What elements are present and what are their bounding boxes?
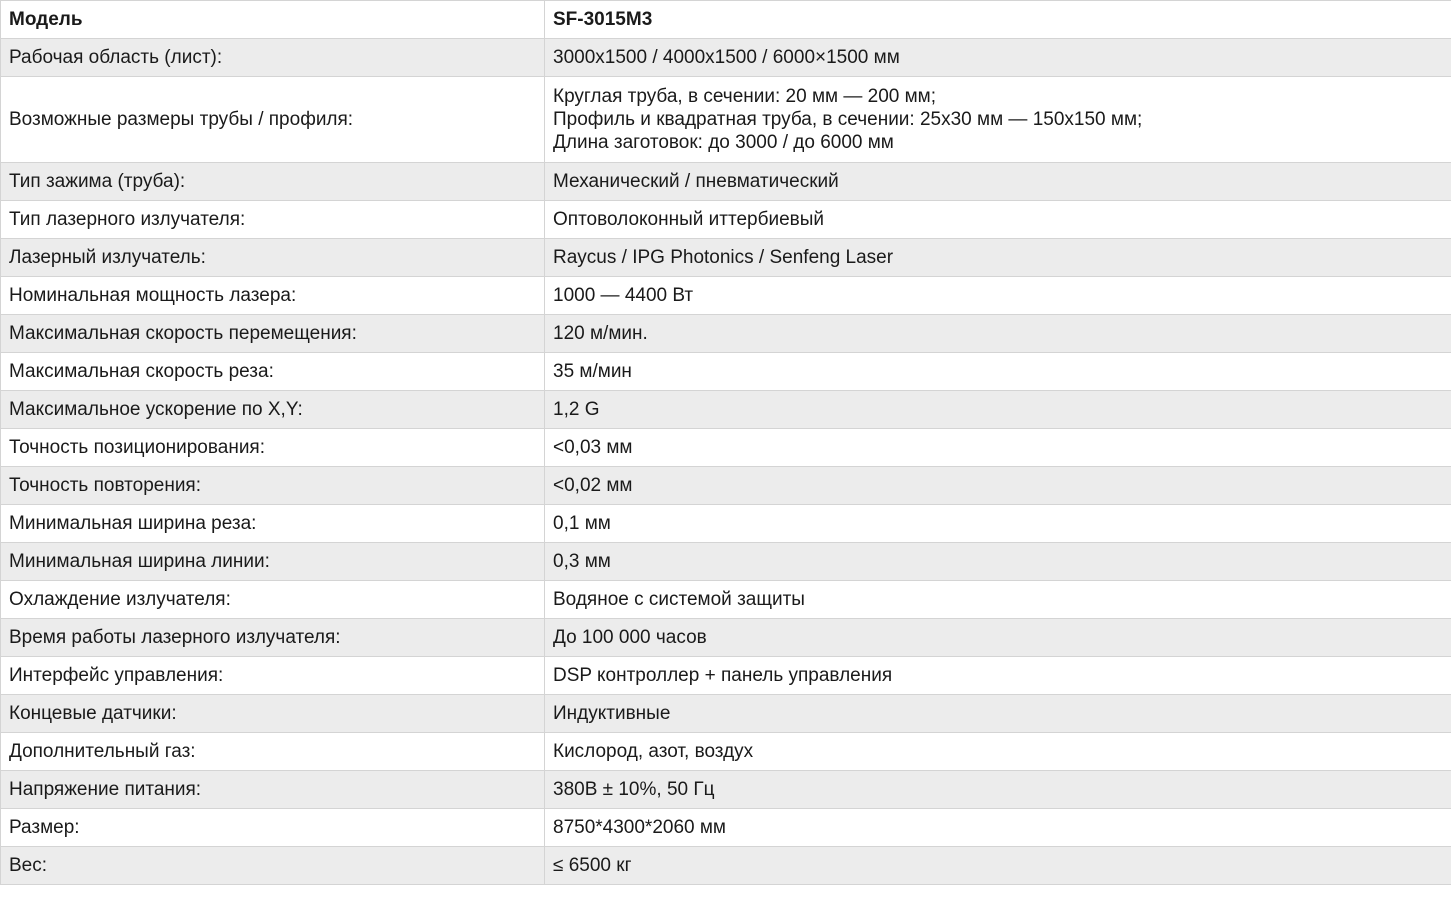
table-row (1, 771, 1451, 809)
spec-value: Кислород, азот, воздух (545, 733, 1451, 771)
table-row (1, 543, 1451, 581)
spec-value: 1000 — 4400 Вт (545, 277, 1451, 315)
table-row (1, 391, 1451, 429)
spec-value: 0,1 мм (545, 505, 1451, 543)
spec-value: 3000х1500 / 4000х1500 / 6000×1500 мм (545, 39, 1451, 77)
spec-value: Индуктивные (545, 695, 1451, 733)
spec-value: 380В ± 10%, 50 Гц (545, 771, 1451, 809)
spec-label: Точность позиционирования: (1, 429, 545, 467)
spec-label: Номинальная мощность лазера: (1, 277, 545, 315)
spec-label: Максимальная скорость реза: (1, 353, 545, 391)
table-row (1, 467, 1451, 505)
table-row (1, 39, 1451, 77)
spec-value: До 100 000 часов (545, 619, 1451, 657)
table-row (1, 201, 1451, 239)
table-row (1, 733, 1451, 771)
spec-label: Тип зажима (труба): (1, 163, 545, 201)
header-model-label: Модель (1, 1, 545, 39)
spec-value: ≤ 6500 кг (545, 847, 1451, 885)
spec-label: Концевые датчики: (1, 695, 545, 733)
table-row (1, 847, 1451, 885)
spec-label: Интерфейс управления: (1, 657, 545, 695)
spec-value: 35 м/мин (545, 353, 1451, 391)
spec-label: Минимальная ширина реза: (1, 505, 545, 543)
table-row (1, 809, 1451, 847)
spec-label: Охлаждение излучателя: (1, 581, 545, 619)
spec-value: Механический / пневматический (545, 163, 1451, 201)
table-row (1, 619, 1451, 657)
spec-value-line: Длина заготовок: до 3000 / до 6000 мм (553, 132, 894, 153)
spec-value (545, 77, 1451, 163)
spec-value-line: Профиль и квадратная труба, в сечении: 25х30 мм — 150х150 мм; (553, 109, 1143, 130)
table-row (1, 505, 1451, 543)
spec-label: Дополнительный газ: (1, 733, 545, 771)
spec-label: Время работы лазерного излучателя: (1, 619, 545, 657)
spec-value: 120 м/мин. (545, 315, 1451, 353)
spec-label: Лазерный излучатель: (1, 239, 545, 277)
spec-label: Напряжение питания: (1, 771, 545, 809)
table-row (1, 315, 1451, 353)
spec-value: DSP контроллер + панель управления (545, 657, 1451, 695)
table-row (1, 581, 1451, 619)
table-row (1, 163, 1451, 201)
spec-value: Водяное с системой защиты (545, 581, 1451, 619)
spec-label: Точность повторения: (1, 467, 545, 505)
header-model-value: SF-3015M3 (545, 1, 1451, 39)
spec-label: Размер: (1, 809, 545, 847)
spec-label: Вес: (1, 847, 545, 885)
spec-value-line: Круглая труба, в сечении: 20 мм — 200 мм; (553, 86, 937, 107)
spec-label: Максимальная скорость перемещения: (1, 315, 545, 353)
table-row (1, 353, 1451, 391)
header-row (1, 1, 1451, 39)
spec-label: Минимальная ширина линии: (1, 543, 545, 581)
table-row (1, 695, 1451, 733)
table-row (1, 657, 1451, 695)
table-row (1, 277, 1451, 315)
table-row (1, 239, 1451, 277)
spec-value: 8750*4300*2060 мм (545, 809, 1451, 847)
spec-label: Возможные размеры трубы / профиля: (1, 77, 545, 163)
table-row (1, 429, 1451, 467)
spec-value: Raycus / IPG Photonics / Senfeng Laser (545, 239, 1451, 277)
spec-value: <0,03 мм (545, 429, 1451, 467)
spec-value: Оптоволоконный иттербиевый (545, 201, 1451, 239)
table-row (1, 77, 1451, 163)
spec-value: 1,2 G (545, 391, 1451, 429)
spec-label: Тип лазерного излучателя: (1, 201, 545, 239)
spec-value: 0,3 мм (545, 543, 1451, 581)
spec-label: Максимальное ускорение по X,Y: (1, 391, 545, 429)
spec-value: <0,02 мм (545, 467, 1451, 505)
spec-label: Рабочая область (лист): (1, 39, 545, 77)
